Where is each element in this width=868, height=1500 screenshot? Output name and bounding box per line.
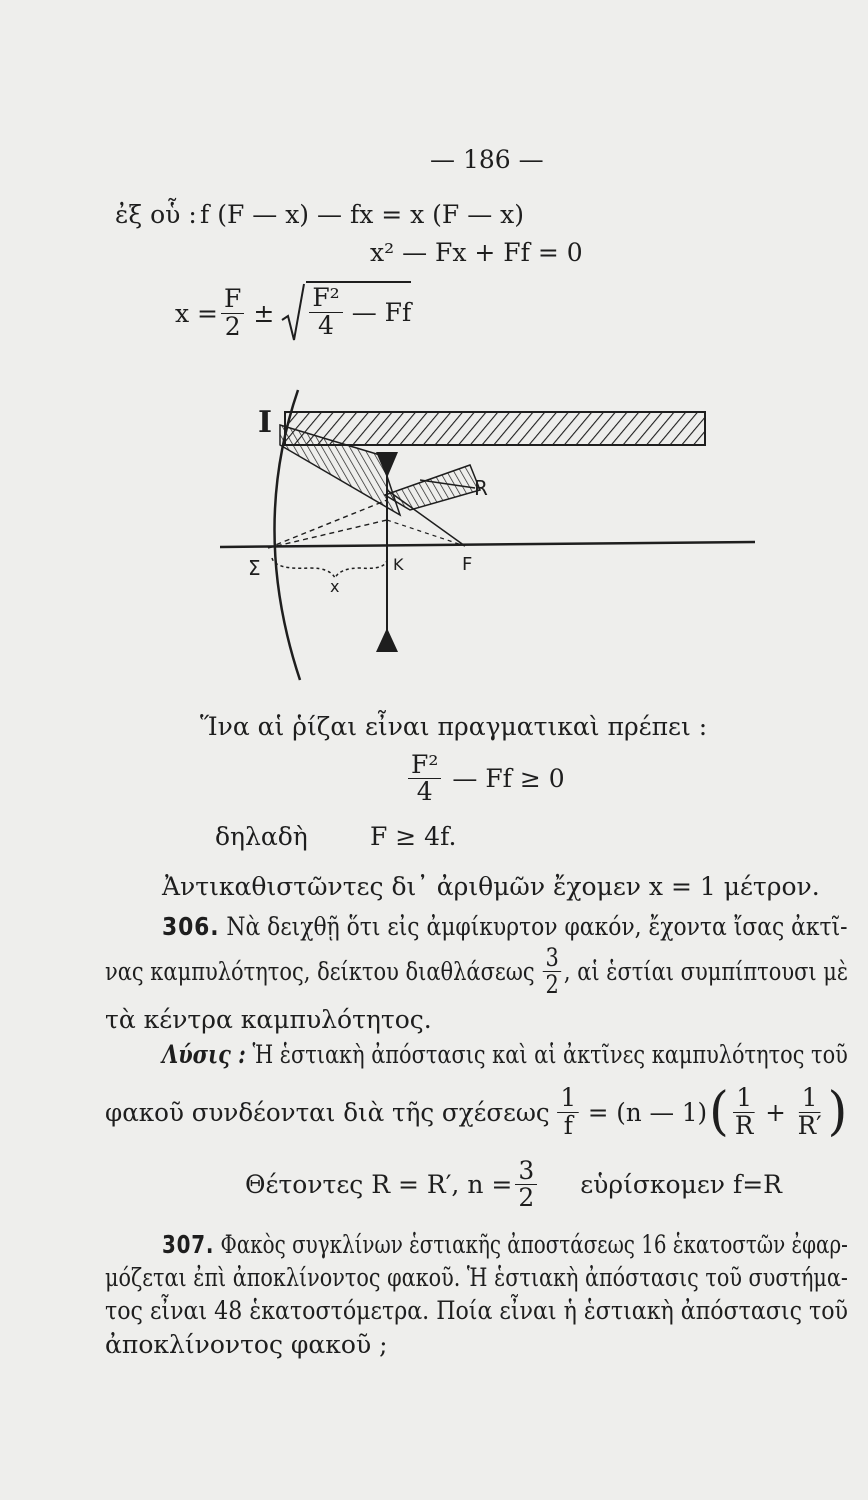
problem-306-frac-den: 2 xyxy=(545,970,559,1000)
eq3-frac-den: 2 xyxy=(224,311,241,341)
solution-text1: Ἡ ἑστιακὴ ἀπόστασις καὶ αἱ ἀκτῖνες καμπυλότητος τοῦ xyxy=(252,1040,848,1069)
eq3-radicand xyxy=(306,281,411,339)
problem-307-line3: τος εἶναι 48 ἑκατοστόμετρα. Ποία εἶναι ἡ ἑστιακὴ ἀπόστασις τοῦ xyxy=(105,1296,849,1325)
left-paren: ( xyxy=(709,1082,730,1142)
solution-frac3 xyxy=(795,1085,825,1139)
condition-frac-den: 4 xyxy=(416,777,433,807)
problem-307-line2: μόζεται ἐπὶ ἀποκλίνοντος φακοῦ. Ἡ ἑστιακὴ ἀπόστασις τοῦ συστήμα- xyxy=(105,1263,848,1292)
problem-307-number: 307. xyxy=(162,1230,215,1259)
solution-frac2-den: R xyxy=(734,1110,754,1140)
eq3-root-num: F² xyxy=(309,285,342,312)
condition-tail: — Ff ≥ 0 xyxy=(452,764,565,794)
solution-frac4-num: 3 xyxy=(515,1158,537,1185)
solution-frac3-den: R′ xyxy=(797,1110,822,1140)
problem-307-line4: ἀποκλίνοντος φακοῦ ; xyxy=(105,1330,388,1359)
problem-306-line2 xyxy=(105,945,848,999)
problem-306-line2a: νας καμπυλότητος, δείκτου διαθλάσεως xyxy=(105,957,535,987)
solution-frac3-num: 1 xyxy=(799,1085,821,1112)
problem-306-line2b: , αἱ ἑστίαι συμπίπτουσι μὲ xyxy=(563,957,849,987)
solution-plus: + xyxy=(765,1097,786,1127)
solution-frac2-num: 1 xyxy=(733,1085,755,1112)
eq3-root-fraction xyxy=(309,285,342,339)
solution-label: Λύσις : xyxy=(162,1040,246,1069)
condition-sentence: Ἵνα αἱ ῥίζαι εἶναι πραγματικαὶ πρέπει : xyxy=(200,712,708,741)
problem-306-number: 306. xyxy=(162,912,220,941)
label-I: I xyxy=(258,405,273,440)
solution-text2: φακοῦ συνδέονται διὰ τῆς σχέσεως xyxy=(105,1097,550,1127)
label-x: x xyxy=(330,577,340,596)
solution-line2 xyxy=(105,1082,848,1142)
equation-2: x² — Fx + Ff = 0 xyxy=(370,238,583,267)
solution-frac4-den: 2 xyxy=(518,1183,535,1213)
label-F: F xyxy=(462,554,473,575)
label-K: K xyxy=(393,555,404,574)
solution-line1 xyxy=(162,1040,848,1069)
solution-line3 xyxy=(245,1158,782,1212)
incident-beam xyxy=(285,412,705,445)
derivation-lead: ἐξ οὗ : xyxy=(115,200,197,229)
dashed-ray-3 xyxy=(387,520,465,546)
problem-307 xyxy=(162,1230,848,1259)
eq3-fraction xyxy=(221,286,244,340)
label-Sigma: Σ xyxy=(248,556,261,580)
solution-frac2 xyxy=(732,1085,756,1139)
solution-frac1 xyxy=(557,1085,579,1139)
lens-bottom-arrow-icon xyxy=(376,628,398,652)
eq3-frac-num: F xyxy=(221,286,244,313)
problem-307-line1: Φακὸς συγκλίνων ἑστιακῆς ἀποστάσεως 16 ἑκατοστῶν ἐφαρ- xyxy=(220,1230,848,1259)
distance-brace xyxy=(272,558,387,578)
solution-frac4 xyxy=(515,1158,537,1212)
solution-frac1-num: 1 xyxy=(557,1085,579,1112)
square-root-sign-icon xyxy=(280,282,306,344)
eq3-plus-minus: ± xyxy=(253,298,275,328)
condition-result: F ≥ 4f. xyxy=(370,822,457,851)
condition-fraction xyxy=(408,752,441,806)
condition-inequality xyxy=(405,752,565,806)
eq3-lhs: x = xyxy=(175,298,218,328)
problem-306-line1: Νὰ δειχθῇ ὅτι εἰς ἀμφίκυρτον φακόν, ἔχοντα ἴσας ἀκτῖ- xyxy=(226,912,848,941)
solution-text3b: εὑρίσκομεν f=R xyxy=(580,1170,782,1200)
problem-306 xyxy=(162,912,848,941)
solution-frac1-den: f xyxy=(563,1110,573,1140)
substitution-line: Ἀντικαθιστῶντες δι᾽ ἀριθμῶν ἔχομεν x = 1 μέτρον. xyxy=(162,872,820,901)
page-number: — 186 — xyxy=(430,145,544,174)
solution-mid: = (n — 1) xyxy=(587,1097,708,1127)
refracted-beam xyxy=(385,465,480,510)
problem-306-frac-num: 3 xyxy=(543,945,561,972)
eq3-root-tail: — Ff xyxy=(351,297,412,327)
problem-306-line3: τὰ κέντρα καμπυλότητος. xyxy=(105,1005,432,1034)
equation-3 xyxy=(175,282,411,344)
eq3-root-den: 4 xyxy=(318,310,334,340)
label-R: R xyxy=(474,476,488,500)
solution-text3a: Θέτοντες R = R′, n = xyxy=(245,1170,513,1200)
condition-frac-num: F² xyxy=(408,752,441,779)
right-paren: ) xyxy=(827,1082,848,1142)
lens-mirror-diagram xyxy=(180,370,770,700)
optical-axis xyxy=(220,542,755,547)
dilad-label: δηλαδὴ xyxy=(215,822,308,851)
equation-1: f (F — x) — fx = x (F — x) xyxy=(200,200,525,229)
problem-306-fraction xyxy=(543,945,561,999)
